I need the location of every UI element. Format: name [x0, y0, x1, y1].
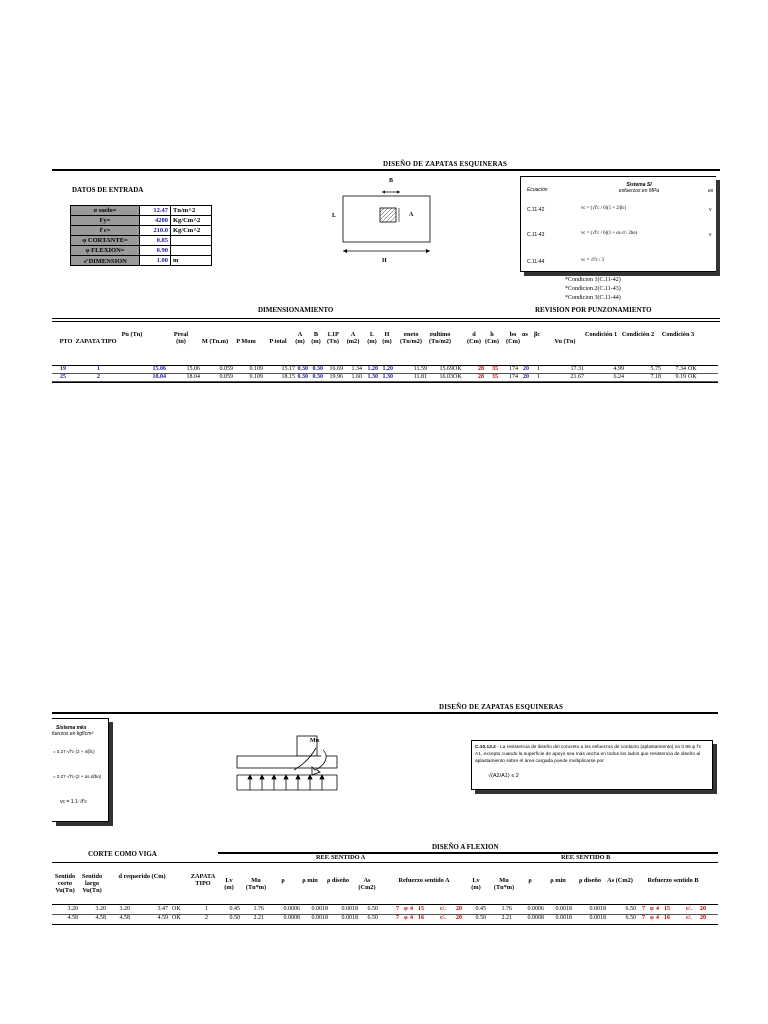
note-box — [471, 740, 713, 790]
table1-header-cell: αs — [522, 331, 528, 338]
table2-cell: 6.50 — [625, 915, 636, 921]
table1-cell: 28 — [478, 374, 484, 380]
input-label: Fy= — [71, 216, 140, 226]
table2-cell: 1 — [205, 906, 208, 912]
diagram-h: H — [382, 258, 387, 264]
table2-cell: 1.76 — [501, 906, 512, 912]
rebar-b-token: c/. — [686, 915, 692, 921]
table2-header-cell: ρ diseño — [326, 877, 350, 884]
table1-cell: 15.17 — [281, 366, 295, 372]
section-punzonamiento: REVISION POR PUNZONAMIENTO — [535, 306, 652, 314]
input-value: 4200 — [140, 216, 171, 226]
table2-cell: OK — [172, 915, 181, 921]
table2-cell: 2.21 — [501, 915, 512, 921]
rebar-b-token: 16 — [664, 915, 670, 921]
table1-cell: 19.96 — [329, 374, 343, 380]
table2-cell: 6.50 — [367, 906, 378, 912]
table1-cell: 1.30 — [382, 374, 393, 380]
input-row — [71, 216, 212, 226]
table1-header-cell: Preal (tn) — [173, 331, 189, 345]
input-value: 1.00 — [140, 256, 171, 266]
rebar-b-token: 20 — [700, 915, 706, 921]
rebar-a-token: 16 — [418, 915, 424, 921]
rebar-a-token: 7 — [396, 915, 399, 921]
equation-box — [520, 176, 716, 272]
table1-header-cell: P total — [269, 338, 287, 345]
table2-cell: 0.0008 — [527, 915, 544, 921]
input-unit — [171, 236, 212, 246]
table1-cell: 174 — [509, 366, 518, 372]
rebar-b-token: c/. — [686, 906, 692, 912]
ref-sentido-b: REF. SENTIDO B — [561, 854, 611, 861]
mu-label: Mu — [310, 738, 319, 744]
table1-cell: 18.04 — [152, 374, 166, 380]
diagram-a: A — [409, 212, 414, 218]
table1-header-cell: σneto (Tn/m2) — [399, 331, 423, 345]
table1-header-cell: Vu (Tn) — [554, 338, 576, 345]
table1-row-border — [52, 373, 718, 374]
ref-sentido-a: REF. SENTIDO A — [316, 854, 366, 861]
rebar-b-token: φ — [650, 915, 654, 921]
table2-cell: 0.45 — [229, 906, 240, 912]
table1-cell: 35 — [492, 366, 498, 372]
input-row — [71, 256, 212, 266]
input-row — [71, 246, 212, 256]
table1-cell: 28 — [478, 366, 484, 372]
input-unit: Kg/Cm^2 — [171, 226, 212, 236]
table2-cell: 2.21 — [253, 915, 264, 921]
table2-header-cell: As (Cm2) — [358, 877, 376, 891]
eq-col-ecuacion: Ecuación — [527, 187, 548, 193]
input-unit: Tn/m^2 — [171, 206, 212, 216]
table2-header-cell: ρ min — [550, 877, 566, 884]
table1-cell: 15.06 — [186, 366, 200, 372]
page1-title: DISEÑO DE ZAPATAS ESQUINERAS — [383, 160, 508, 168]
table1-cell: 5.75 — [650, 366, 661, 372]
table1-cell: 1.30 — [367, 374, 378, 380]
table1-header-cell: B (m) — [311, 331, 321, 345]
eq-code: C.11-42 — [527, 207, 545, 213]
table2-cell: 0.0018 — [555, 906, 572, 912]
table2-cell: 3.20 — [67, 906, 78, 912]
rebar-b-token: 15 — [664, 906, 670, 912]
input-label: φ FLEXION= — [71, 246, 140, 256]
input-label: σ suelo= — [71, 206, 140, 216]
flexion-title: DISEÑO A FLEXION — [432, 843, 499, 851]
table2-header-cell: Refuerzo sentido A — [398, 877, 450, 884]
table1-cell: 18.04 — [186, 374, 200, 380]
table2-header-cell: Refuerzo sentido B — [647, 877, 699, 884]
rebar-b-token: 7 — [642, 906, 645, 912]
input-row — [71, 236, 212, 246]
input-label: ↙DIMENSION — [71, 256, 140, 266]
rebar-a-token: φ — [404, 906, 408, 912]
note-formula: √(A2/A1) ≤ 2 — [488, 773, 519, 779]
table1-header-cell: σultimo (Tn/m2) — [428, 331, 452, 345]
table2-cell: 6.50 — [625, 906, 636, 912]
datos-title: DATOS DE ENTRADA — [72, 186, 144, 194]
table1-cell: 11.81 — [413, 374, 427, 380]
rebar-a-token: 7 — [396, 906, 399, 912]
table2-header-cell: As (Cm2) — [607, 877, 633, 884]
table1-cell: 1 — [537, 374, 540, 380]
table2-cell: 0.0018 — [589, 906, 606, 912]
table2-cell: 3.47 — [157, 906, 168, 912]
table2-cell: 0.0006 — [527, 906, 544, 912]
table1-header-cell: d (Cm) — [467, 331, 481, 345]
table1-header-cell: bo (Cm) — [506, 331, 520, 345]
input-value: 210.0 — [140, 226, 171, 236]
rebar-a-token: 4 — [410, 906, 413, 912]
rebar-b-token: 20 — [700, 906, 706, 912]
diagram-b: B — [389, 178, 394, 184]
table1-cell: 0.30 — [312, 374, 323, 380]
table2-cell: 4.58 — [119, 915, 130, 921]
rebar-b-token: φ — [650, 906, 654, 912]
table2-cell: 6.50 — [367, 915, 378, 921]
table2-cell: 0.0008 — [283, 915, 300, 921]
rebar-a-token: φ — [404, 915, 408, 921]
mks-eq1: = 0.27·√f'c·(2 + 4/βc) — [53, 749, 95, 754]
table1-cell: OK — [688, 366, 697, 372]
table2-header-cell: ρ min — [302, 877, 318, 884]
table1-cell: 0.109 — [249, 366, 263, 372]
table2-header-cell: ρ — [281, 877, 285, 884]
eq-side: v — [709, 232, 712, 238]
note-ref: C.10.13.2 — [475, 745, 496, 750]
table1-header-cell: A (m) — [295, 331, 305, 345]
table2-cell: 0.0018 — [311, 915, 328, 921]
conditions-list — [565, 276, 621, 303]
eq-expression: vc = √f'c / 3 — [581, 258, 604, 263]
table1-cell: 0.059 — [219, 366, 233, 372]
table1-cell: 0.30 — [297, 374, 308, 380]
table2-header-cell: Sentido corto Vu(Tn) — [54, 873, 76, 894]
table1-cell: 35 — [492, 374, 498, 380]
input-label: φ CORTANTE= — [71, 236, 140, 246]
table2-header-cell: Sentido largo Vu(Tn) — [81, 873, 103, 894]
input-label: f'c= — [71, 226, 140, 236]
table1-cell: 7.18 — [650, 374, 661, 380]
table2-header-cell: ρ — [528, 877, 532, 884]
input-table — [70, 205, 212, 266]
table2-cell: 0.0018 — [341, 915, 358, 921]
table1-cell: 15.06 — [152, 366, 166, 372]
rebar-a-token: c/. — [440, 906, 446, 912]
mks-eq3: vc = 1.1·√f'c — [60, 799, 87, 805]
table1-header-cell: H (m) — [382, 331, 392, 345]
rebar-b-token: 4 — [656, 915, 659, 921]
corte-title: CORTE COMO VIGA — [88, 850, 157, 858]
rebar-a-token: 20 — [456, 906, 462, 912]
mks-label: Sistema mks — [56, 725, 87, 731]
mks-units: fuerzos en kgf/cm² — [52, 731, 94, 737]
table1-cell: 0.30 — [312, 366, 323, 372]
diagram-l: L — [332, 213, 337, 219]
table1-cell: 1 — [97, 366, 100, 372]
eq-expression: vc = (√f'c / 6)(1 + αs·d / 2bo) — [581, 231, 638, 236]
eq-code: C.11-44 — [527, 259, 545, 265]
eq-code: C.11-43 — [527, 232, 545, 238]
table1-cell: 0.059 — [219, 374, 233, 380]
table1-header-cell: PTO — [59, 338, 73, 345]
table2-cell: 0.50 — [229, 915, 240, 921]
table2-cell: 3.20 — [95, 906, 106, 912]
table2-cell: 3.20 — [119, 906, 130, 912]
table1-cell: 18.15 — [281, 374, 295, 380]
table1-cell: 1.20 — [367, 366, 378, 372]
table1-cell: 0.30 — [297, 366, 308, 372]
table1-cell: 20 — [523, 366, 529, 372]
table2-cell: 0.0018 — [311, 906, 328, 912]
table1-cell: 16.69 — [329, 366, 343, 372]
input-value: 12.47 — [140, 206, 171, 216]
table1-header-cell: Condición 3 — [661, 331, 695, 338]
eq-expression: vc = (√f'c / 6)(1 + 2/βc) — [581, 206, 627, 211]
rebar-b-token: 4 — [656, 906, 659, 912]
table1-cell: 0.109 — [249, 374, 263, 380]
input-row — [71, 226, 212, 236]
table2-row-border — [52, 914, 718, 915]
table2-cell: 4.58 — [67, 915, 78, 921]
table2-cell: 4.59 — [157, 915, 168, 921]
table2-header-cell: d requerido (Cm) — [118, 873, 166, 880]
footing-elevation-icon — [230, 730, 340, 800]
table1-cell: 15.69 — [439, 366, 453, 372]
eq-col-mpa: esfuerzos en MPa — [618, 188, 660, 194]
eq-side: v — [709, 207, 712, 213]
table1-cell: 17.31 — [570, 366, 584, 372]
table1-cell: 1.34 — [351, 366, 362, 372]
table1-cell: 174 — [509, 374, 518, 380]
table2-cell: 0.0018 — [589, 915, 606, 921]
condition-item: *Condicion 1(C.11-42) — [565, 277, 621, 283]
table1-cell: OK — [453, 366, 462, 372]
table1-header-cell: Pu (Tn) — [121, 331, 143, 338]
table1-header-cell: Condición 1 — [584, 331, 618, 338]
table2-cell: 0.50 — [475, 915, 486, 921]
condition-item: *Condicion 2(C.11-43) — [565, 286, 621, 292]
table2-cell: 1.76 — [253, 906, 264, 912]
table1-cell: 11.59 — [413, 366, 427, 372]
table2-header-cell: Mu (Tn*m) — [245, 877, 267, 891]
footing-diagram — [332, 178, 430, 276]
table1-cell: 7.34 — [675, 366, 686, 372]
table2-cell: 0.45 — [475, 906, 486, 912]
input-row — [71, 206, 212, 216]
input-unit: m — [171, 256, 212, 266]
table1-cell: 9.19 — [675, 374, 686, 380]
table1-header-cell: A (m2) — [346, 331, 360, 345]
section-dimensionamiento: DIMENSIONAMIENTO — [258, 306, 334, 314]
page2-title: DISEÑO DE ZAPATAS ESQUINERAS — [439, 703, 564, 711]
note-text: - La resistencia de diseño del concreto a los esfuerzos de contacto (aplastamiento) no 0.85 φ f'c A1, excepto cuando la superficie de apoyo sea más ancha en todos los lados que resistencia de diseño al aplastamiento sobre el área cargada puede multiplicarse por — [475, 745, 702, 764]
table1-header-cell: M (Tn.m) — [201, 338, 229, 345]
footing-plan-icon — [340, 186, 435, 266]
table1-cell: 2 — [97, 374, 100, 380]
rebar-a-token: 20 — [456, 915, 462, 921]
table2-cell: 0.0018 — [555, 915, 572, 921]
table1-cell: 4.99 — [613, 366, 624, 372]
title-rule — [52, 169, 720, 171]
table2-header-cell: ρ diseño — [578, 877, 602, 884]
table1-cell: 1 — [537, 366, 540, 372]
table1-cell: 20 — [523, 374, 529, 380]
table2-cell: 0.0006 — [283, 906, 300, 912]
table1-cell: 21.67 — [570, 374, 584, 380]
rebar-a-token: 15 — [418, 906, 424, 912]
table2-cell: 2 — [205, 915, 208, 921]
table1-cell: 1.20 — [382, 366, 393, 372]
eq-col-si: Sistema SI — [626, 182, 652, 188]
table1-header-cell: ZAPATA TIPO — [75, 338, 117, 345]
mks-eq2: = 0.27·√f'c·(2 + αs·d/bo) — [53, 774, 102, 779]
input-unit: Kg/Cm^2 — [171, 216, 212, 226]
table2-header-cell: ZAPATA TIPO — [190, 873, 216, 887]
table1-header-cell: P Mom — [236, 338, 256, 345]
table1-header-cell: βc — [533, 331, 541, 338]
table2-header-cell: Lv (m) — [224, 877, 234, 891]
input-unit — [171, 246, 212, 256]
table1-cell: OK — [453, 374, 462, 380]
input-value: 0.90 — [140, 246, 171, 256]
table2-cell: 4.58 — [95, 915, 106, 921]
table2-cell: OK — [172, 906, 181, 912]
rebar-a-token: 4 — [410, 915, 413, 921]
eq-col-es: es — [708, 188, 714, 194]
mks-box — [52, 718, 109, 822]
table1-cell: 25 — [60, 374, 66, 380]
condition-item: *Condicion 3(C.11-44) — [565, 295, 621, 301]
table1-header-cell: h (Cm) — [485, 331, 499, 345]
table1-header-cell: Condición 2 — [621, 331, 655, 338]
table1-cell: 6.24 — [613, 374, 624, 380]
input-value: 0.85 — [140, 236, 171, 246]
rebar-a-token: c/. — [440, 915, 446, 921]
table1-header-cell: L (m) — [367, 331, 377, 345]
table1-cell: 16.03 — [439, 374, 453, 380]
table2-cell: 0.0018 — [341, 906, 358, 912]
table1-cell: 1.60 — [351, 374, 362, 380]
table2-header-cell: Lv (m) — [471, 877, 481, 891]
rebar-b-token: 7 — [642, 915, 645, 921]
table2-header-cell: Mu (Tn*m) — [493, 877, 515, 891]
table1-cell: OK — [688, 374, 697, 380]
table1-cell: 19 — [60, 366, 66, 372]
table1-header-cell: 1.1P (Tn) — [327, 331, 339, 345]
